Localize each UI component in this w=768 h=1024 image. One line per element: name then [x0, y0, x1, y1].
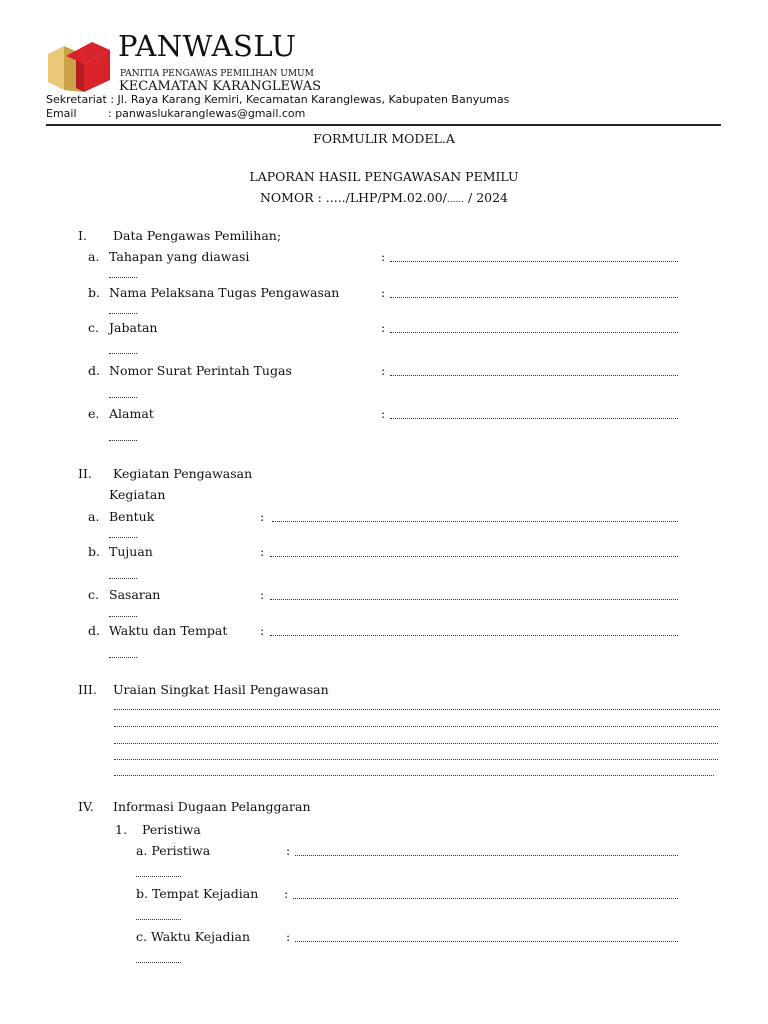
s1-item-a-letter: a.: [88, 249, 100, 264]
s1-item-c-field[interactable]: [390, 332, 678, 333]
form-number-prefix: NOMOR : ...../LHP/PM.02.00/: [259, 190, 447, 205]
s2-item-d-field[interactable]: [270, 635, 678, 636]
s4-item-c-field[interactable]: [295, 941, 678, 942]
section-1-numeral: I.: [78, 228, 87, 243]
section-2-title: Kegiatan Pengawasan: [113, 466, 253, 481]
secretariat-address: Sekretariat : Jl. Raya Karang Kemiri, Kecamatan Karanglewas, Kabupaten Banyumas: [46, 93, 510, 106]
s4-item-b-colon: :: [284, 886, 289, 901]
s1-item-a-colon: :: [381, 249, 386, 264]
s2-item-c-letter: c.: [88, 587, 99, 602]
section-4-numeral: IV.: [78, 799, 94, 814]
s1-item-a-field[interactable]: [390, 261, 678, 262]
s1-item-d-field[interactable]: [390, 375, 678, 376]
section-4-title: Informasi Dugaan Pelanggaran: [113, 799, 311, 814]
s4-item-b-label: b. Tempat Kejadian: [136, 886, 259, 901]
s1-item-d-letter: d.: [88, 363, 100, 378]
s4-item-a-field[interactable]: [295, 855, 678, 856]
s2-item-d-colon: :: [260, 623, 265, 638]
s1-item-c-label: Jabatan: [109, 320, 158, 335]
s4-item-a-continuation: [136, 876, 181, 877]
s1-item-e-label: Alamat: [109, 406, 154, 421]
s1-item-c-continuation: [109, 353, 137, 354]
summary-line-2[interactable]: [114, 726, 718, 727]
s1-item-e-continuation: [109, 440, 137, 441]
email-value: : panwaslukaranglewas@gmail.com: [108, 107, 306, 120]
s1-item-e-letter: e.: [88, 406, 100, 421]
s1-item-c-letter: c.: [88, 320, 99, 335]
s1-item-b-colon: :: [381, 285, 386, 300]
s1-item-b-continuation: [109, 313, 137, 314]
s2-item-b-field[interactable]: [270, 556, 678, 557]
s1-item-e-colon: :: [381, 406, 386, 421]
s2-item-a-continuation: [109, 537, 137, 538]
s4-item-a-label: a. Peristiwa: [136, 843, 211, 858]
s2-item-b-continuation: [109, 578, 137, 579]
s2-item-a-colon: :: [260, 509, 265, 524]
s1-item-d-label: Nomor Surat Perintah Tugas: [109, 363, 292, 378]
s4-item-b-continuation: [136, 919, 181, 920]
summary-line-3[interactable]: [114, 743, 718, 744]
s2-item-b-letter: b.: [88, 544, 100, 559]
s1-item-b-label: Nama Pelaksana Tugas Pengawasan: [109, 285, 340, 300]
s2-item-c-label: Sasaran: [109, 587, 161, 602]
s2-item-d-continuation: [109, 657, 137, 658]
form-number: [0, 190, 768, 205]
form-number-suffix: / 2024: [464, 190, 509, 205]
brand-name: PANWASLU: [118, 29, 297, 63]
section-3-numeral: III.: [78, 682, 97, 697]
summary-line-1[interactable]: [114, 709, 720, 710]
s2-item-c-colon: :: [260, 587, 265, 602]
s4-item-c-colon: :: [286, 929, 291, 944]
s2-item-a-letter: a.: [88, 509, 100, 524]
section-3-title: Uraian Singkat Hasil Pengawasan: [113, 682, 329, 697]
s2-item-d-letter: d.: [88, 623, 100, 638]
s1-item-b-field[interactable]: [390, 297, 678, 298]
s2-item-c-field[interactable]: [270, 599, 678, 600]
s4-item-b-field[interactable]: [293, 898, 678, 899]
panwaslu-logo: [46, 40, 112, 94]
s1-item-a-continuation: [109, 277, 137, 278]
section-1-title: Data Pengawas Pemilihan;: [113, 228, 282, 243]
form-title: LAPORAN HASIL PENGAWASAN PEMILU: [249, 169, 519, 184]
s1-item-e-field[interactable]: [390, 418, 678, 419]
form-number-dots: ......: [446, 195, 465, 205]
summary-line-4[interactable]: [114, 759, 718, 760]
s1-item-c-colon: :: [381, 320, 386, 335]
s2-item-a-label: Bentuk: [109, 509, 155, 524]
s4-item-a-colon: :: [286, 843, 291, 858]
s1-item-d-continuation: [109, 397, 137, 398]
s2-item-d-label: Waktu dan Tempat: [109, 623, 228, 638]
s2-item-c-continuation: [109, 616, 137, 617]
s1-item-d-colon: :: [381, 363, 386, 378]
email-label: Email: [46, 107, 77, 120]
form-model: FORMULIR MODEL.A: [313, 131, 455, 146]
brand-subtitle: PANITIA PENGAWAS PEMILIHAN UMUM: [120, 69, 314, 79]
s4-item-c-label: c. Waktu Kejadian: [136, 929, 251, 944]
section-2-subtitle: Kegiatan: [109, 487, 166, 502]
s2-item-b-colon: :: [260, 544, 265, 559]
s1-item-b-letter: b.: [88, 285, 100, 300]
s2-item-a-field[interactable]: [272, 521, 678, 522]
district-name: KECAMATAN KARANGLEWAS: [119, 79, 322, 94]
section-2-numeral: II.: [78, 466, 92, 481]
section-4-sub-title: Peristiwa: [142, 822, 201, 837]
summary-line-5[interactable]: [114, 775, 714, 776]
header-divider: [46, 124, 721, 126]
section-4-sub-number: 1.: [115, 822, 127, 837]
s1-item-a-label: Tahapan yang diawasi: [109, 249, 250, 264]
s4-item-c-continuation: [136, 962, 181, 963]
s2-item-b-label: Tujuan: [109, 544, 153, 559]
